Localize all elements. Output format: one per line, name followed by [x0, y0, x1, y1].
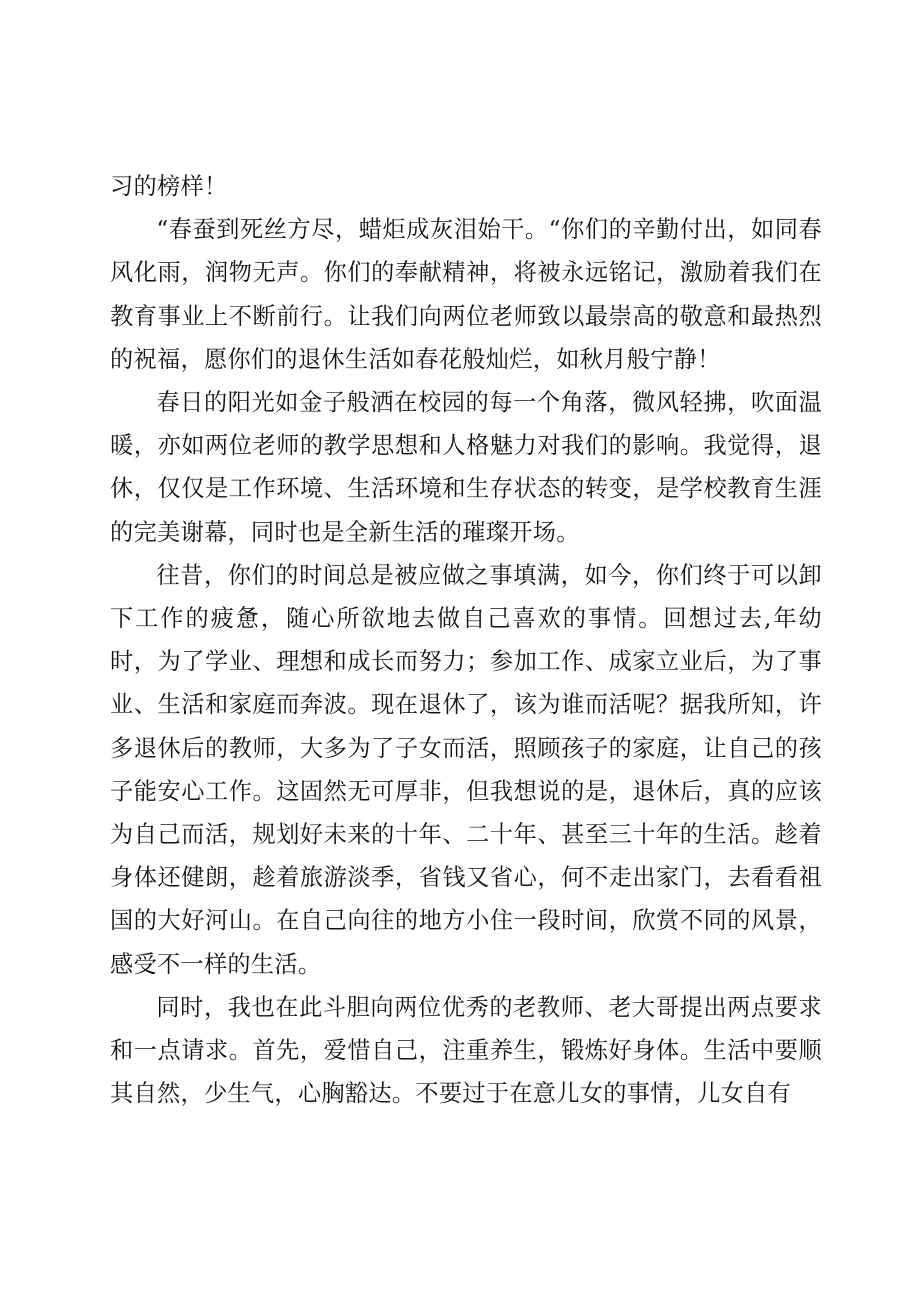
- paragraph-poem-tribute: “春蚕到死丝方尽，蜡炬成灰泪始干。“你们的辛勤付出，如同春风化雨，润物无声。你们的奉献精神，将被永远铭记，激励着我们在教育事业上不断前行。让我们向两位老师致以最崇高的敬意和最热烈的祝福，愿你们的退休生活如春花般灿烂，如秋月般宁静！: [110, 216, 822, 373]
- paragraph-spring-sunshine: 春日的阳光如金子般洒在校园的每一个角落，微风轻拂，吹面温暖，亦如两位老师的教学思想和人格魅力对我们的影响。我觉得，退休，仅仅是工作环境、生活环境和生存状态的转变，是学校教育生涯的完美谢幕，同时也是全新生活的璀璨开场。: [110, 389, 822, 546]
- document-body: [110, 165, 822, 1115]
- paragraph-requests: 同时，我也在此斗胆向两位优秀的老教师、老大哥提出两点要求和一点请求。首先，爱惜自己，注重养生，锻炼好身体。生活中要顺其自然，少生气，心胸豁达。不要过于在意儿女的事情，儿女自有: [110, 993, 822, 1108]
- paragraph-retirement-life: 往昔，你们的时间总是被应做之事填满，如今，你们终于可以卸下工作的疲惫，随心所欲地去做自己喜欢的事情。回想过去,年幼时，为了学业、理想和成长而努力；参加工作、成家立业后，为了事业、生活和家庭而奔波。现在退休了，该为谁而活呢？据我所知，许多退休后的教师，大多为了子女而活，照顾孩子的家庭，让自己的孩子能安心工作。这固然无可厚非，但我想说的是，退休后，真的应该为自己而活，规划好未来的十年、二十年、甚至三十年的生活。趁着身体还健朗，趁着旅游淡季，省钱又省心，何不走出家门，去看看祖国的大好河山。在自己向往的地方小住一段时间，欣赏不同的风景，感受不一样的生活。: [110, 561, 822, 978]
- paragraph-continued: 习的榜样！: [110, 173, 228, 200]
